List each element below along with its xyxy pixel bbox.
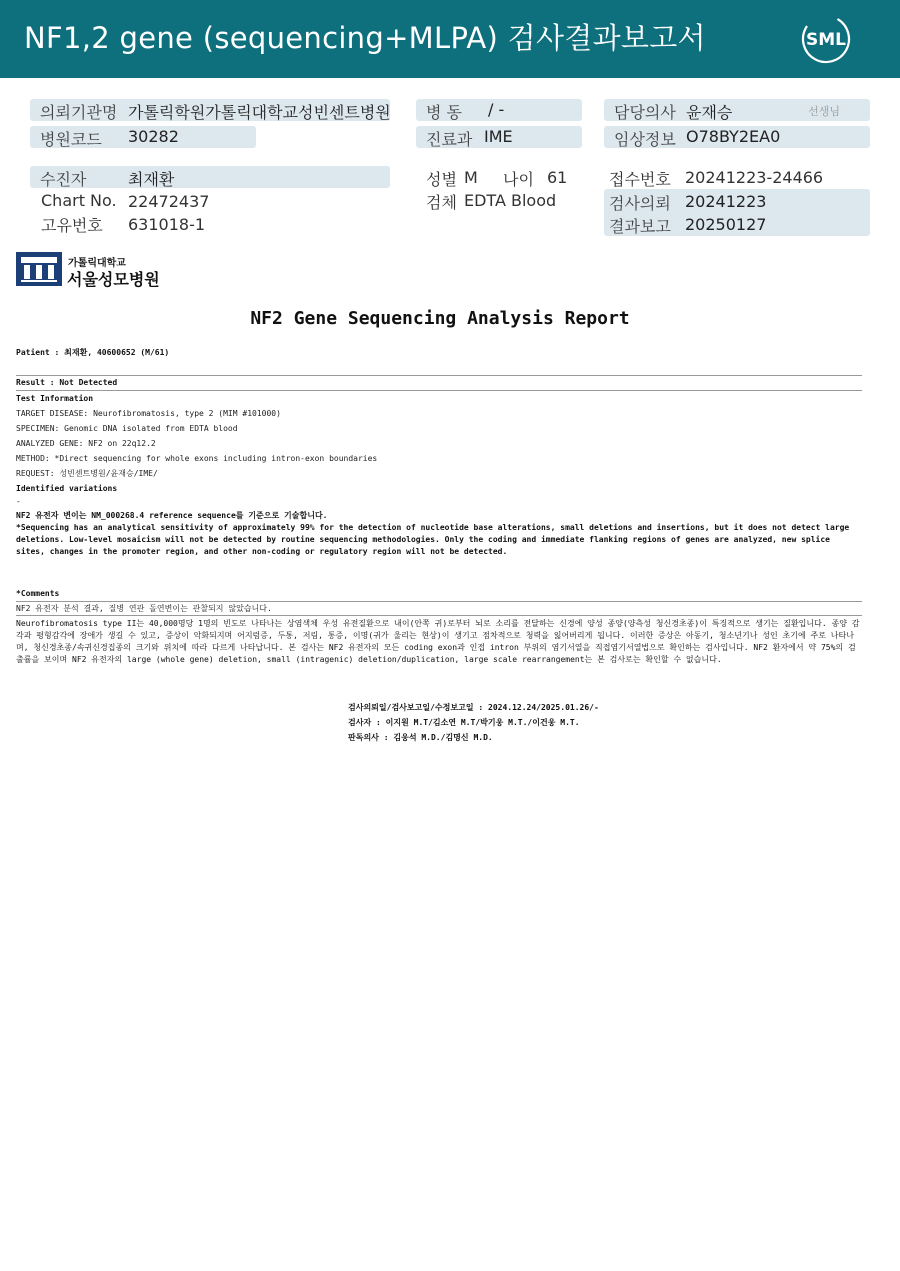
- hospital-name-small: 가톨릭대학교: [68, 258, 126, 269]
- age-label: 나이: [503, 170, 534, 189]
- clinical-field: [604, 126, 870, 148]
- signature-testers: 검사자 : 이지원 M.T/김소연 M.T/박기웅 M.T./이건웅 M.T.: [348, 718, 580, 727]
- doctor-value: 윤재승: [686, 103, 733, 122]
- result-value: 20250127: [685, 215, 767, 234]
- report-header: [0, 0, 900, 78]
- identified-heading: Identified variations: [16, 484, 118, 493]
- code-value: 30282: [128, 127, 179, 146]
- divider: [16, 375, 862, 376]
- dept-field: [416, 126, 582, 148]
- method-line: METHOD: *Direct sequencing for whole exons including intron-exon boundaries: [16, 454, 378, 463]
- signature-doctors: 판독의사 : 김웅석 M.D./김명신 M.D.: [348, 733, 493, 742]
- id-label: 고유번호: [41, 216, 103, 235]
- doctor-suffix: 선생님: [808, 105, 840, 118]
- divider: [16, 390, 862, 391]
- ward-field: [416, 99, 582, 121]
- result-line: Result : Not Detected: [16, 378, 118, 387]
- request-label: 검사의뢰: [609, 194, 671, 213]
- patient-line: Patient : 최재환, 40600652 (M/61): [16, 348, 170, 357]
- dept-value: IME: [484, 127, 513, 146]
- code-label: 병원코드: [40, 130, 102, 149]
- clinical-label: 임상정보: [614, 130, 676, 149]
- id-value: 631018-1: [128, 215, 206, 234]
- request-line: REQUEST: 성빈센트병원/윤재승/IME/: [16, 469, 158, 478]
- reference-note: NF2 유전자 변이는 NM_000268.4 reference sequence를 기준으로 기술합니다.: [16, 511, 328, 520]
- sex-value: M: [464, 168, 478, 187]
- sex-label: 성별: [426, 170, 457, 189]
- specimen-line: SPECIMEN: Genomic DNA isolated from EDTA blood: [16, 424, 238, 433]
- report-title: NF2 Gene Sequencing Analysis Report: [250, 308, 630, 329]
- clinical-value: O78BY2EA0: [686, 127, 781, 146]
- receipt-label: 접수번호: [609, 170, 671, 189]
- analyzed-gene-line: ANALYZED GENE: NF2 on 22q12.2: [16, 439, 156, 448]
- age-value: 61: [547, 168, 568, 187]
- request-value: 20241223: [685, 192, 767, 211]
- request-field: [604, 189, 870, 236]
- specimen-value: EDTA Blood: [464, 191, 557, 210]
- doctor-label: 담당의사: [614, 103, 676, 122]
- test-info-heading: Test Information: [16, 394, 94, 403]
- institution-field: [30, 99, 390, 121]
- report-header-title: NF1,2 gene (sequencing+MLPA) 검사결과보고서: [24, 21, 706, 55]
- chart-value: 22472437: [128, 192, 210, 211]
- hospital-emblem-icon: [16, 252, 62, 290]
- code-field: [30, 126, 256, 148]
- divider: [16, 601, 862, 602]
- specimen-label: 검체: [426, 193, 457, 212]
- signature-dates: 검사의뢰일/검사보고일/수정보고일 : 2024.12.24/2025.01.26/-: [348, 703, 599, 712]
- divider: [16, 615, 862, 616]
- comments-heading: *Comments: [16, 589, 60, 598]
- comments-paragraph: Neurofibromatosis type II는 40,000명당 1명의 빈도로 나타나는 상염색체 우성 유전질환으로 내이(안쪽 귀)로부터 뇌로 소리를 전달하는 신경에 양성 종양(양측성 청신경초종)이 특징적으로 생기는 질환입니다. 종양 감각과 평형감각에 장애가 생길 수 있고, 증상이 악화되지며 어지럼증, 두통, 저림, 통증, 이명(귀가 울리는 현상)이 생기고 점차적으로 청력을 잃어버리게 됩니다. 이러한 증상은 아동기, 청소년기나 성인 초기에 주로 나타나며, 청신경초종/속귀신경집종의 크기와 위치에 따라 다르게 나타납니다. 본 검사는 NF2 유전자의 모든 coding exon과 인접 intron 부위의 염기서열을 직접염기서열법으로 확인하는 검사입니다. NF2 환자에서 약 75%의 검출률을 보이며 NF2 유전자의 large (whole gene) deletion, small (intragenic) deletion/duplication, large scale rearrangement는 본 검사로는 확인할 수 없습니다.: [16, 619, 860, 664]
- target-disease-line: TARGET DISEASE: Neurofibromatosis, type 2 (MIM #101000): [16, 409, 281, 418]
- dept-label: 진료과: [426, 130, 473, 149]
- sml-logo-text: SML: [806, 30, 846, 50]
- ward-label: 병 동: [426, 103, 462, 122]
- receipt-value: 20241223-24466: [685, 168, 824, 187]
- ward-value: / -: [488, 100, 505, 119]
- institution-label: 의뢰기관명: [40, 103, 118, 122]
- patient-label: 수진자: [40, 170, 87, 189]
- identified-value: -: [16, 497, 21, 506]
- chart-label: Chart No.: [41, 191, 117, 210]
- institution-value: 가톨릭학원가톨릭대학교성빈센트병원: [128, 103, 391, 122]
- result-label: 결과보고: [609, 217, 671, 236]
- hospital-name: 서울성모병원: [67, 270, 160, 289]
- sml-logo: [798, 12, 854, 66]
- patient-value: 최재환: [128, 170, 175, 189]
- doctor-field: [604, 99, 870, 121]
- sensitivity-note: *Sequencing has an analytical sensitivity of approximately 99% for the detection of nucleotide base alterations, small deletions and insertions, but it does not detect large deletions. Low-level mosaicism will not be detected by routine sequencing methodologies. Only the coding and immediate flanking regions of genes are analyzed, new splice sites, changes in the promoter region, and other non-coding or regulatory region will not be detected.: [16, 523, 850, 556]
- comments-line: NF2 유전자 분석 결과, 질병 연관 돌연변이는 관찰되지 않았습니다.: [16, 604, 272, 613]
- patient-field: [30, 166, 390, 188]
